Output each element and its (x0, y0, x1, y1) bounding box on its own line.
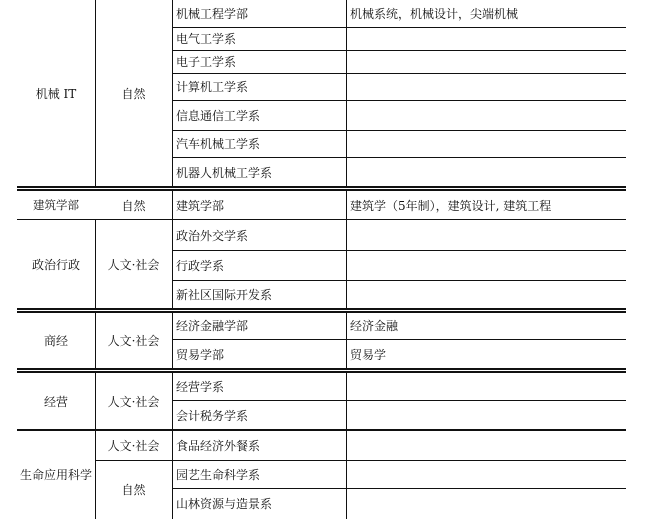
group-rule (17, 308, 626, 310)
dept-cell-text: 食品经济外餐系 (176, 438, 261, 453)
track-cell (346, 460, 626, 488)
track-cell (346, 400, 626, 430)
dept-cell (172, 372, 346, 400)
dept-cell-text: 信息通信工学系 (176, 108, 261, 123)
dept-cell-text: 机械工程学部 (176, 7, 249, 21)
dept-cell (172, 488, 346, 519)
h-rule (172, 488, 626, 489)
college-cell-text: 商经 (43, 334, 68, 348)
v-rule (172, 190, 173, 220)
dept-cell (172, 220, 346, 250)
track-cell (346, 339, 626, 369)
v-rule (346, 372, 347, 519)
college-cell (17, 0, 95, 187)
college-cell-text: 政治行政 (31, 258, 80, 272)
field-cell (95, 312, 172, 369)
field-cell-text: 人文·社会 (107, 258, 160, 272)
college-cell-text: 生命应用科学 (19, 468, 92, 482)
college-cell (17, 220, 95, 309)
v-rule (95, 312, 96, 369)
field-cell-text: 自然 (121, 87, 146, 101)
v-rule (95, 372, 96, 519)
h-rule (172, 280, 626, 281)
group-rule (17, 186, 626, 188)
track-cell (346, 280, 626, 309)
group-rule (17, 371, 626, 373)
track-cell-text: 建筑学（5年制），建筑设计, 建筑工程 (350, 198, 552, 213)
v-rule (346, 190, 347, 220)
h-rule (172, 130, 626, 131)
field-cell (95, 190, 172, 220)
dept-cell-text: 电气工学系 (176, 32, 237, 46)
track-cell (346, 73, 626, 100)
dept-cell (172, 27, 346, 50)
dept-cell (172, 73, 346, 100)
dept-cell-text: 电子工学系 (176, 55, 237, 69)
dept-cell-text: 计算机工学系 (176, 80, 249, 94)
v-rule (346, 220, 347, 309)
v-rule (346, 312, 347, 369)
dept-cell-text: 政治外交学系 (176, 228, 249, 243)
track-cell (346, 488, 626, 519)
field-cell (95, 220, 172, 309)
college-cell (17, 190, 95, 220)
h-rule (172, 100, 626, 101)
dept-cell (172, 339, 346, 369)
track-cell (346, 0, 626, 27)
h-rule (172, 400, 626, 401)
h-rule (95, 460, 626, 461)
dept-cell-text: 建筑学部 (176, 198, 225, 213)
field-cell (95, 372, 172, 430)
track-cell-text: 经济金融 (350, 319, 399, 333)
dept-cell (172, 100, 346, 130)
v-rule (95, 0, 96, 187)
dept-cell-text: 园艺生命科学系 (176, 467, 261, 482)
h-rule (172, 50, 626, 51)
college-cell-text: 机械 IT (35, 87, 77, 101)
group-rule (17, 189, 626, 191)
v-rule (172, 372, 173, 519)
track-cell (346, 430, 626, 460)
track-cell-text: 贸易学 (350, 347, 387, 362)
dept-cell (172, 280, 346, 309)
track-cell (346, 50, 626, 73)
track-cell (346, 130, 626, 157)
h-rule (172, 27, 626, 28)
group-rule (17, 311, 626, 313)
group-rule (17, 219, 626, 220)
h-rule (172, 157, 626, 158)
v-rule (172, 312, 173, 369)
track-cell (346, 27, 626, 50)
dept-cell (172, 0, 346, 27)
field-cell-text: 人文·社会 (107, 334, 160, 348)
dept-cell (172, 430, 346, 460)
dept-cell-text: 经营学系 (176, 379, 225, 394)
track-cell (346, 312, 626, 339)
h-rule (172, 73, 626, 74)
group-rule (17, 368, 626, 370)
dept-cell-text: 会计税务学系 (176, 408, 249, 423)
dept-cell (172, 312, 346, 339)
dept-cell-text: 山林资源与造景系 (176, 497, 273, 511)
field-cell (95, 0, 172, 187)
field-cell-text: 自然 (121, 198, 146, 213)
college-cell (17, 430, 95, 519)
group-rule (17, 429, 626, 431)
track-cell-text: 机械系统，机械设计，尖端机械 (350, 7, 519, 21)
dept-cell (172, 460, 346, 488)
v-rule (95, 220, 96, 309)
college-cell (17, 312, 95, 369)
track-cell (346, 190, 626, 220)
track-cell (346, 220, 626, 250)
field-cell-text: 自然 (121, 483, 146, 497)
dept-cell (172, 400, 346, 430)
v-rule (172, 220, 173, 309)
track-cell (346, 250, 626, 280)
dept-cell-text: 行政学系 (176, 258, 225, 273)
college-cell (17, 372, 95, 430)
dept-cell (172, 250, 346, 280)
track-cell (346, 372, 626, 400)
v-rule (172, 0, 173, 187)
college-cell-text: 经营 (43, 394, 68, 409)
v-rule (346, 0, 347, 187)
dept-cell (172, 50, 346, 73)
dept-cell-text: 贸易学部 (176, 347, 225, 362)
field-cell (95, 460, 172, 519)
h-rule (172, 339, 626, 340)
field-cell (95, 430, 172, 460)
field-cell-text: 人文·社会 (107, 394, 160, 409)
college-cell-text: 建筑学部 (33, 198, 79, 212)
dept-cell (172, 157, 346, 187)
track-cell (346, 100, 626, 130)
dept-cell-text: 经济金融学部 (176, 319, 249, 333)
dept-cell-text: 机器人机械工学系 (176, 165, 273, 180)
dept-cell (172, 130, 346, 157)
field-cell-text: 人文·社会 (107, 438, 160, 453)
dept-cell (172, 190, 346, 220)
dept-cell-text: 新社区国际开发系 (176, 288, 273, 302)
h-rule (172, 250, 626, 251)
track-cell (346, 157, 626, 187)
dept-cell-text: 汽车机械工学系 (176, 137, 261, 151)
